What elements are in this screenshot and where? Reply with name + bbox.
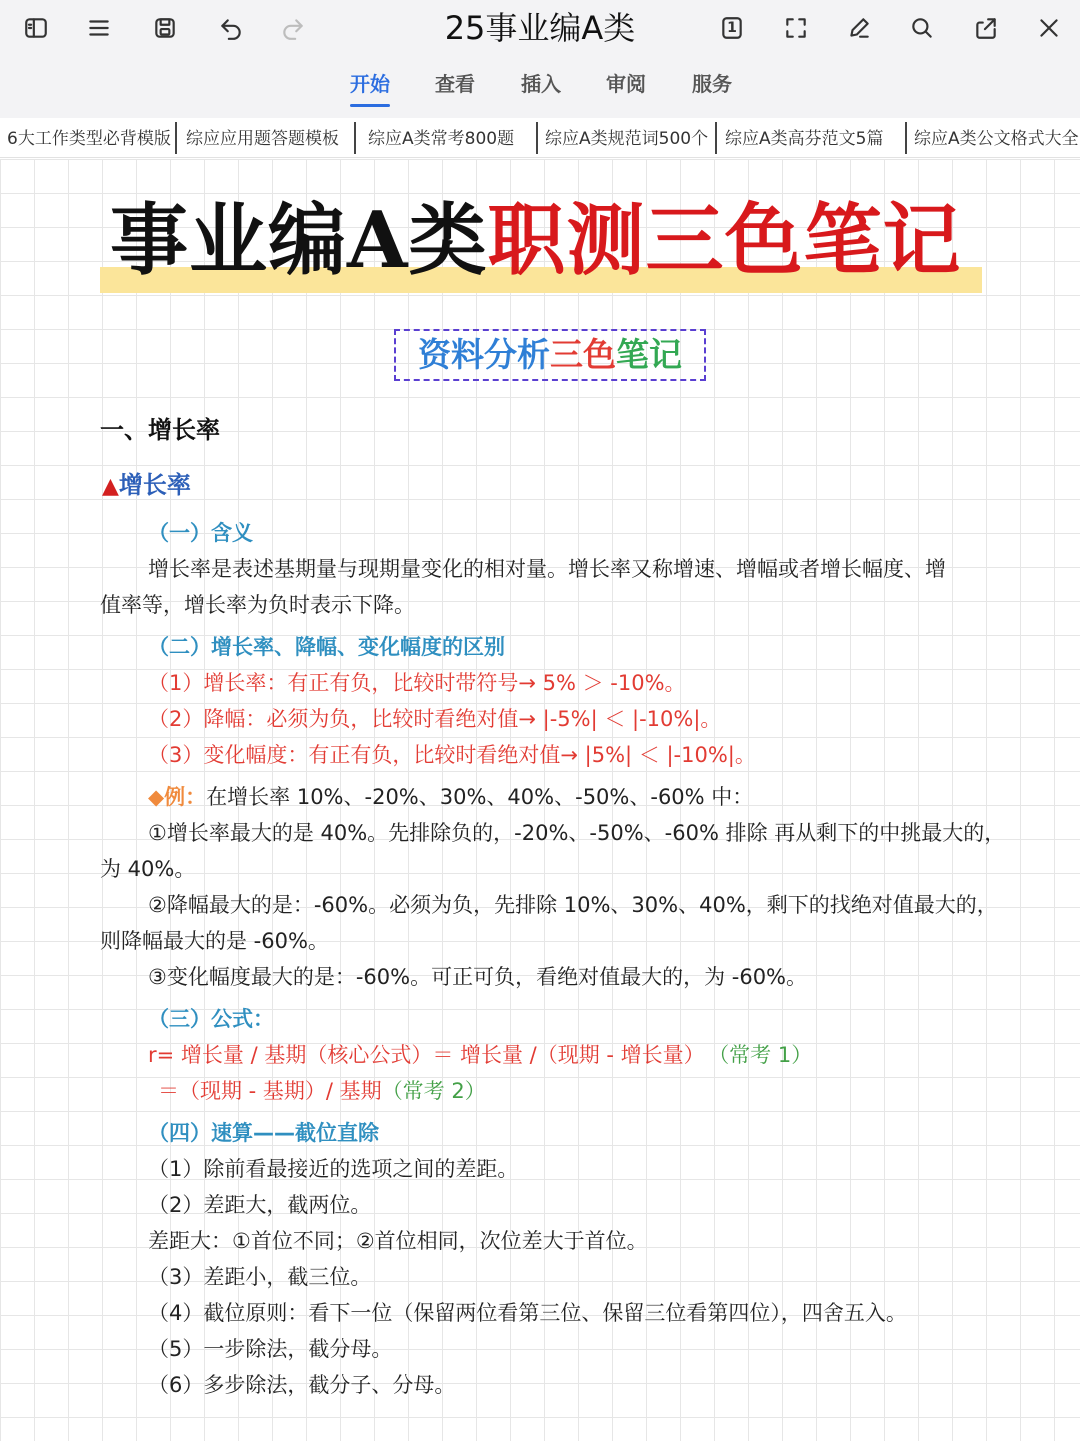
part4-title: （四）速算——截位直除 bbox=[148, 1121, 379, 1145]
paragraph-line: ①增长率最大的是 40%。先排除负的，-20%、-50%、-60% 排除 再从剩下的中挑最大的， bbox=[148, 821, 1006, 845]
link-item[interactable]: 综应应用题答题模板 bbox=[186, 129, 339, 149]
link-divider bbox=[175, 122, 177, 154]
list-item: （4）截位原则：看下一位（保留两位看第三位、保留三位看第四位），四舍五入。 bbox=[148, 1301, 907, 1325]
example-marker: ◆例： bbox=[148, 785, 207, 809]
list-item: 差距大：①首位不同；②首位相同，次位差大于首位。 bbox=[148, 1229, 648, 1253]
document-title: 25事业编A类 bbox=[444, 9, 636, 47]
share-icon[interactable] bbox=[968, 10, 1004, 46]
tab-start[interactable]: 开始 bbox=[350, 68, 390, 100]
sidebar-icon[interactable] bbox=[18, 10, 54, 46]
link-item[interactable]: 综应A类高芬范文5篇 bbox=[725, 129, 884, 149]
formula-text: r= 增长量 / 基期（核心公式）＝ 增长量 /（现期 - 增长量） bbox=[148, 1043, 705, 1067]
undo-icon[interactable] bbox=[213, 10, 249, 46]
tab-insert[interactable]: 插入 bbox=[521, 72, 561, 96]
part3-title: （三）公式： bbox=[148, 1007, 274, 1031]
tab-service[interactable]: 服务 bbox=[692, 72, 732, 96]
link-item[interactable]: 综应A类常考800题 bbox=[368, 129, 515, 149]
document-page[interactable] bbox=[0, 159, 1080, 1441]
main-title bbox=[100, 195, 982, 295]
part1-title: （一）含义 bbox=[148, 521, 253, 545]
search-icon[interactable] bbox=[904, 10, 940, 46]
paragraph-line: ③变化幅度最大的是：-60%。可正可负，看绝对值最大的，为 -60%。 bbox=[148, 965, 808, 989]
example-line bbox=[148, 782, 753, 812]
section-heading: 一、增长率 bbox=[100, 416, 220, 444]
formula-line bbox=[158, 1076, 486, 1106]
save-icon[interactable] bbox=[147, 10, 183, 46]
list-item: （3）变化幅度：有正有负，比较时看绝对值→ |5%| ＜ |-10%|。 bbox=[148, 743, 756, 767]
formula-note: （常考 1） bbox=[718, 1043, 813, 1067]
link-divider bbox=[536, 122, 538, 154]
subtitle-red: 三色 bbox=[550, 335, 616, 374]
formula-note: （常考 2） bbox=[381, 1079, 486, 1103]
tab-view[interactable]: 查看 bbox=[435, 72, 475, 96]
paragraph-line: 增长率是表述基期量与现期量变化的相对量。增长率又称增速、增幅或者增长幅度、增 bbox=[148, 557, 946, 581]
close-icon[interactable] bbox=[1031, 10, 1067, 46]
list-icon[interactable] bbox=[81, 10, 117, 46]
formula-line bbox=[148, 1040, 812, 1070]
fullscreen-icon[interactable] bbox=[778, 10, 814, 46]
subtitle-green: 笔记 bbox=[616, 335, 682, 374]
link-item[interactable]: 综应A类规范词500个 bbox=[545, 129, 709, 149]
list-item: （6）多步除法，截分子、分母。 bbox=[148, 1373, 456, 1397]
example-text: 在增长率 10%、-20%、30%、40%、-50%、-60% 中： bbox=[206, 785, 754, 809]
list-item: （1）除前看最接近的选项之间的差距。 bbox=[148, 1157, 519, 1181]
subtitle-box bbox=[394, 329, 706, 381]
list-item: （2）差距大，截两位。 bbox=[148, 1193, 372, 1217]
redo-icon[interactable] bbox=[275, 10, 311, 46]
paragraph-line: ②降幅最大的是：-60%。必须为负，先排除 10%、30%、40%，剩下的找绝对值最大的， bbox=[148, 893, 998, 917]
page-number-icon[interactable] bbox=[714, 10, 750, 46]
paragraph-line: 为 40%。 bbox=[100, 857, 196, 881]
formula-text: ＝（现期 - 基期）/ 基期 bbox=[158, 1079, 382, 1103]
main-title-text bbox=[110, 195, 990, 287]
link-divider bbox=[715, 122, 717, 154]
main-title-black: 事业编A类 bbox=[110, 195, 488, 286]
topic-heading bbox=[102, 470, 191, 502]
tab-review[interactable]: 审阅 bbox=[606, 72, 646, 96]
top-toolbar bbox=[0, 0, 1080, 118]
link-divider bbox=[905, 122, 907, 154]
topic-heading-text: 增长率 bbox=[118, 471, 191, 499]
pen-icon[interactable] bbox=[841, 10, 877, 46]
paragraph-line: 值率等，增长率为负时表示下降。 bbox=[100, 593, 415, 617]
subtitle-blue: 资料分析 bbox=[418, 335, 550, 374]
menu-tabs bbox=[0, 68, 1080, 108]
list-item: （3）差距小，截三位。 bbox=[148, 1265, 372, 1289]
document-link-bar bbox=[0, 118, 1080, 158]
list-item: （1）增长率：有正有负，比较时带符号→ 5% ＞ -10%。 bbox=[148, 671, 686, 695]
list-item: （2）降幅：必须为负，比较时看绝对值→ |-5%| ＜ |-10%|。 bbox=[148, 707, 722, 731]
link-item[interactable]: 综应A类公文格式大全 bbox=[914, 129, 1079, 149]
paragraph-line: 则降幅最大的是 -60%。 bbox=[100, 929, 329, 953]
page-indicator: 1 bbox=[727, 20, 737, 36]
main-title-red: 职测三色笔记 bbox=[487, 195, 962, 286]
link-item[interactable]: 6大工作类型必背模版 bbox=[7, 129, 171, 149]
triangle-icon: ▲ bbox=[102, 474, 119, 499]
part2-title: （二）增长率、降幅、变化幅度的区别 bbox=[148, 635, 505, 659]
list-item: （5）一步除法，截分母。 bbox=[148, 1337, 393, 1361]
link-divider bbox=[354, 122, 356, 154]
